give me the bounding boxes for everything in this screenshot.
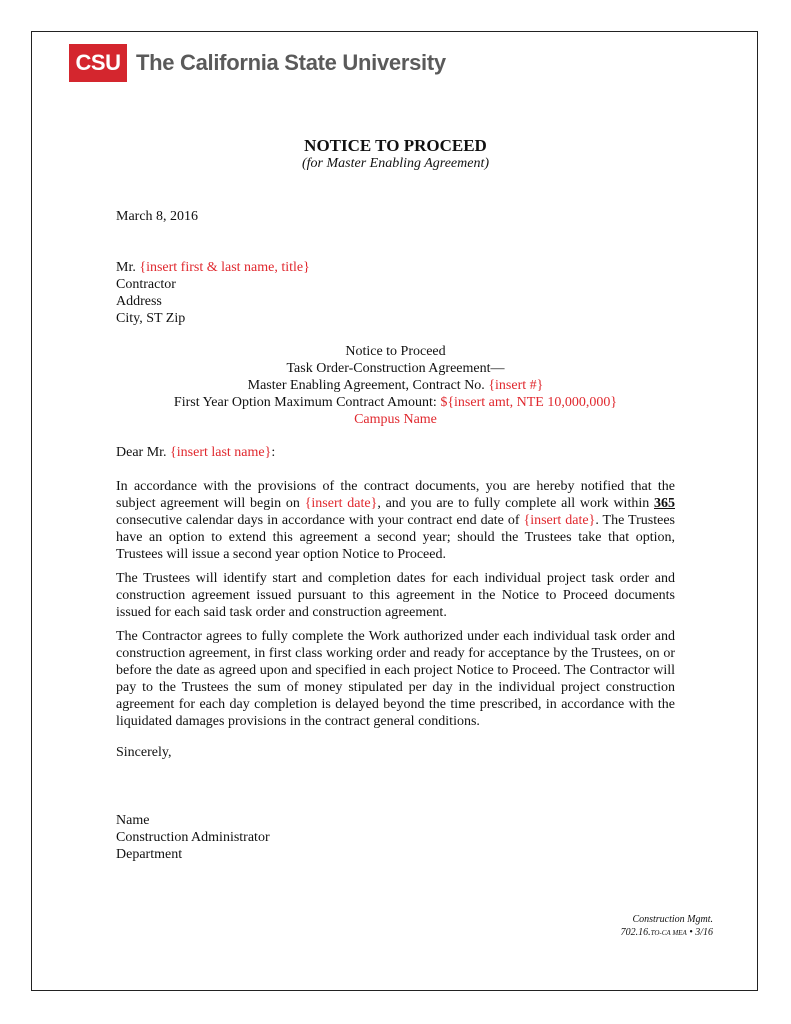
duration-days: 365 xyxy=(654,496,675,511)
signer-title: Construction Administrator xyxy=(116,830,270,845)
paragraph-1-text-b: , and you are to fully complete all work within xyxy=(377,496,654,511)
contract-number-placeholder: {insert #} xyxy=(488,378,544,393)
letter-body xyxy=(116,478,675,737)
recipient-street: Address xyxy=(116,294,162,309)
footer-revision: • 3/16 xyxy=(686,927,713,938)
paragraph-1-text-d: . The Trustees have an option to extend this agreement a second year; should the Trustees take that option, Trustees will issue a second year option Notice to Proceed. xyxy=(116,513,675,562)
footer-dept: Construction Mgmt. xyxy=(632,914,713,925)
letter-date: March 8, 2016 xyxy=(116,209,199,224)
closing: Sincerely, xyxy=(116,745,172,760)
subject-line-3 xyxy=(116,377,675,394)
footer-code-number: 702.16. xyxy=(620,927,651,938)
start-date-placeholder: {insert date} xyxy=(304,496,378,511)
end-date-placeholder: {insert date} xyxy=(523,513,596,528)
recipient-name-line xyxy=(116,259,675,276)
paragraph-1-text-c: consecutive calendar days in accordance with your contract end date of xyxy=(116,513,524,528)
csu-logo-mark: CSU xyxy=(69,44,127,82)
campus-name-placeholder: Campus Name xyxy=(354,412,437,427)
subject-block xyxy=(116,343,675,428)
subject-line-4 xyxy=(116,394,675,411)
recipient-company: Contractor xyxy=(116,277,176,292)
signature-block xyxy=(116,812,675,863)
footer-code-suffix: TO-CA MEA xyxy=(650,929,687,937)
recipient-address xyxy=(116,259,675,327)
subject-line-2: Task Order-Construction Agreement— xyxy=(286,361,505,376)
university-name: The California State University xyxy=(136,50,446,75)
paragraph-3: The Contractor agrees to fully complete the Work authorized under each individual task order and construction agreement, in first class working order and ready for acceptance by the Trustees, on or before the date as agreed upon and specified in each project Notice to Proceed. The Contractor will pay to the Trustees the sum of money stipulated per day in the individual project construction agreement for each day completion is delayed beyond the time prescribed, in accordance with the liquidated damages provisions in the contract general conditions. xyxy=(116,629,675,729)
recipient-city: City, ST Zip xyxy=(116,311,186,326)
recipient-name-placeholder: {insert first & last name, title} xyxy=(139,260,310,275)
paragraph-1-text-a: In accordance with the provisions of the contract documents, you are hereby notified that the subject agreement will begin on xyxy=(116,479,675,511)
csu-logo xyxy=(69,44,446,82)
document-title: NOTICE TO PROCEED xyxy=(304,136,487,155)
paragraph-2: The Trustees will identify start and completion dates for each individual project task order and construction agreement issued pursuant to this agreement in the Notice to Proceed documents issued for each said task order and construction agreement. xyxy=(116,571,675,620)
salutation-suffix: : xyxy=(271,445,276,460)
document-subtitle: (for Master Enabling Agreement) xyxy=(301,156,490,171)
signer-name: Name xyxy=(116,813,150,828)
contract-label: Master Enabling Agreement, Contract No. xyxy=(247,378,489,393)
page-footer xyxy=(621,913,713,940)
salutation xyxy=(116,444,675,461)
amount-label: First Year Option Maximum Contract Amount: xyxy=(173,395,441,410)
salutation-prefix: Dear Mr. xyxy=(116,445,171,460)
footer-code xyxy=(621,926,713,940)
amount-placeholder: ${insert amt, NTE 10,000,000} xyxy=(440,395,618,410)
subject-line-1: Notice to Proceed xyxy=(345,344,446,359)
last-name-placeholder: {insert last name} xyxy=(170,445,272,460)
recipient-prefix: Mr. xyxy=(116,260,140,275)
signer-department: Department xyxy=(116,847,183,862)
paragraph-1 xyxy=(116,478,675,563)
